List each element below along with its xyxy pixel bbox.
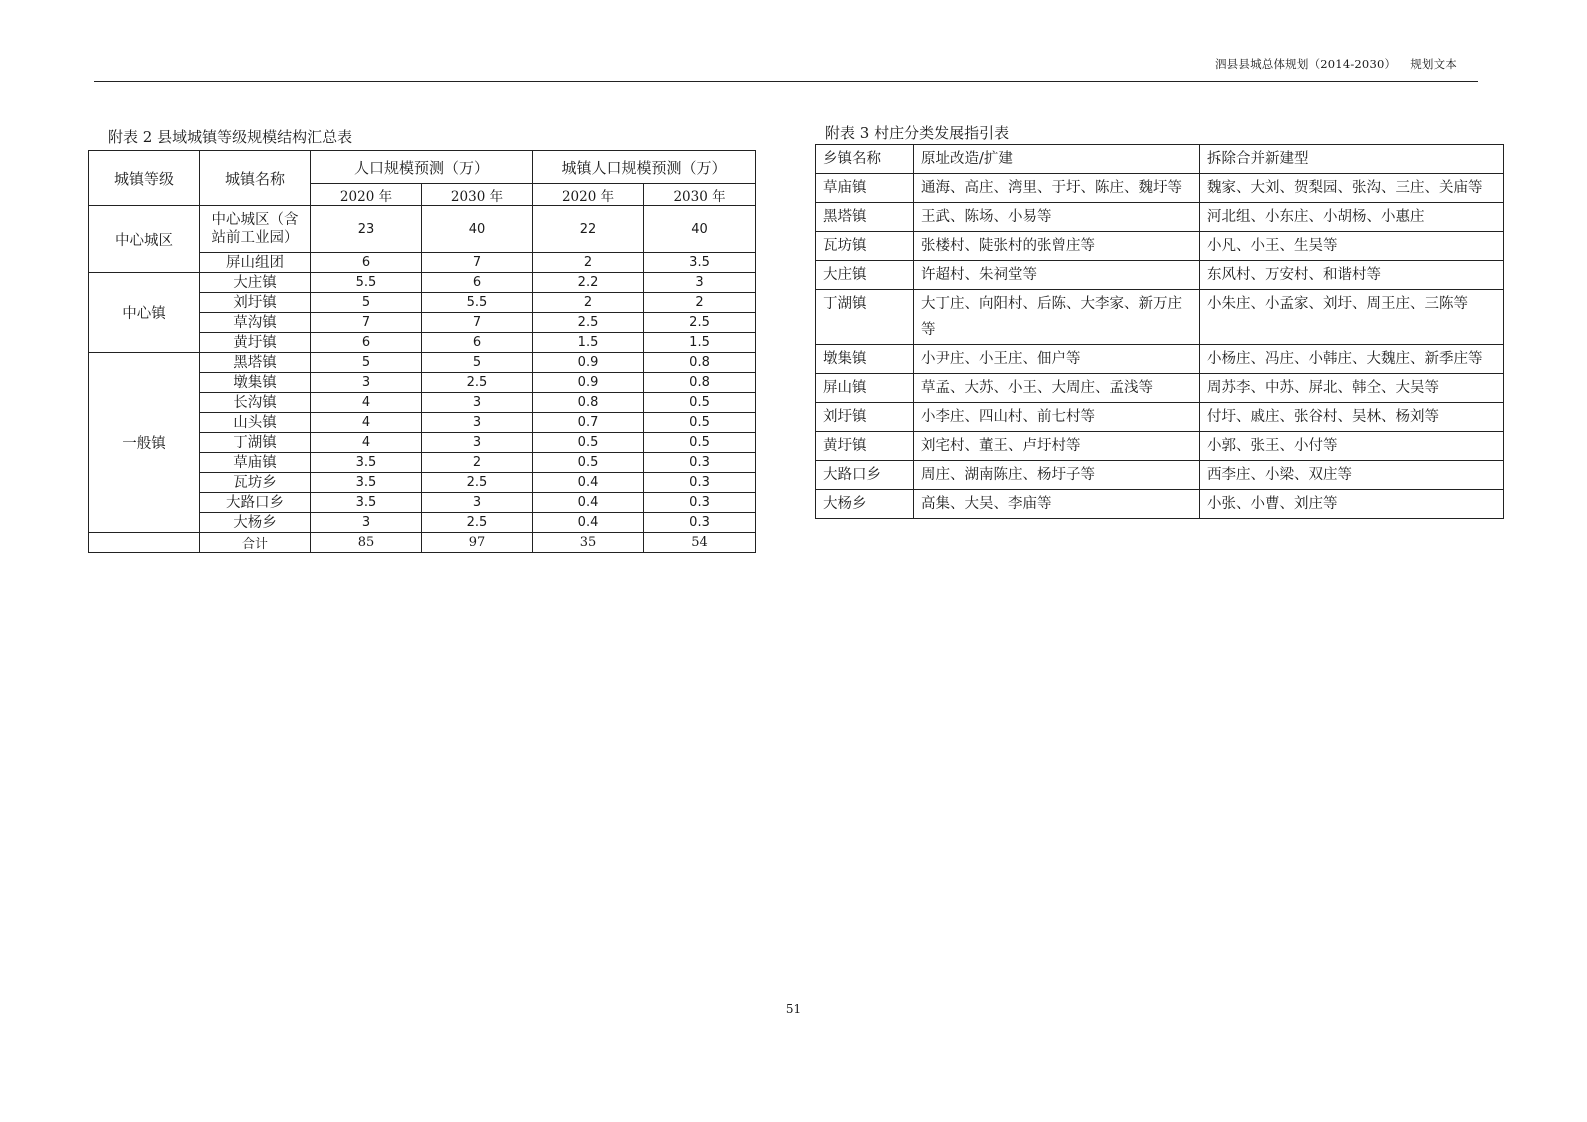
value-cell-urb2030: 0.3	[644, 453, 756, 473]
value-cell-urb2030: 40	[644, 206, 756, 253]
value-cell-urb2020: 0.4	[533, 513, 644, 533]
renovation-cell: 通海、高庄、湾里、于圩、陈庄、魏圩等	[914, 174, 1200, 203]
value-cell-pop2020: 4	[311, 393, 422, 413]
renovation-cell: 高集、大吴、李庙等	[914, 490, 1200, 519]
township-cell: 丁湖镇	[816, 290, 914, 345]
relocation-cell: 魏家、大刘、贺梨园、张沟、三庄、关庙等	[1200, 174, 1504, 203]
value-cell-urb2020: 22	[533, 206, 644, 253]
value-cell-pop2020: 23	[311, 206, 422, 253]
value-cell-pop2030: 7	[422, 313, 533, 333]
header-divider	[94, 81, 1478, 82]
town-name-cell: 黄圩镇	[200, 333, 311, 353]
township-cell: 屏山镇	[816, 374, 914, 403]
relocation-cell: 付圩、戚庄、张谷村、吴林、杨刘等	[1200, 403, 1504, 432]
table-row	[816, 374, 1504, 403]
document-type: 规划文本	[1410, 57, 1457, 71]
town-name-cell: 中心城区（含站前工业园）	[200, 206, 311, 253]
table-row	[816, 403, 1504, 432]
header-population: 人口规模预测（万）	[311, 151, 533, 184]
table-row	[816, 290, 1504, 345]
value-cell-urb2030: 0.5	[644, 433, 756, 453]
value-cell-pop2030: 5	[422, 353, 533, 373]
header-renovation: 原址改造/扩建	[914, 145, 1200, 174]
value-cell-urb2030: 1.5	[644, 333, 756, 353]
table-row	[816, 345, 1504, 374]
relocation-cell: 东风村、万安村、和谐村等	[1200, 261, 1504, 290]
renovation-cell: 许超村、朱祠堂等	[914, 261, 1200, 290]
value-cell-pop2030: 3	[422, 413, 533, 433]
town-name-cell: 大杨乡	[200, 513, 311, 533]
value-cell-urb2020: 2.2	[533, 273, 644, 293]
table2-title: 附表 2 县域城镇等级规模结构汇总表	[108, 128, 353, 146]
value-cell-urb2030: 3.5	[644, 253, 756, 273]
relocation-cell: 小凡、小王、生吴等	[1200, 232, 1504, 261]
town-name-cell: 山头镇	[200, 413, 311, 433]
value-cell-urb2020: 0.4	[533, 473, 644, 493]
total-label-cell: 合计	[200, 533, 311, 553]
total-value-pop2020: 85	[311, 533, 422, 553]
value-cell-pop2030: 40	[422, 206, 533, 253]
header-town-name: 城镇名称	[200, 151, 311, 206]
table-row	[816, 174, 1504, 203]
town-level-cell: 中心镇	[89, 273, 200, 353]
value-cell-urb2030: 0.8	[644, 373, 756, 393]
total-value-pop2030: 97	[422, 533, 533, 553]
total-row	[89, 533, 756, 553]
value-cell-pop2020: 3.5	[311, 453, 422, 473]
value-cell-urb2030: 0.3	[644, 493, 756, 513]
relocation-cell: 小杨庄、冯庄、小韩庄、大魏庄、新季庄等	[1200, 345, 1504, 374]
township-cell: 瓦坊镇	[816, 232, 914, 261]
town-name-cell: 长沟镇	[200, 393, 311, 413]
document-header	[1215, 56, 1457, 72]
relocation-cell: 小郭、张王、小付等	[1200, 432, 1504, 461]
renovation-cell: 刘宅村、董王、卢圩村等	[914, 432, 1200, 461]
value-cell-pop2020: 5.5	[311, 273, 422, 293]
table-row	[816, 432, 1504, 461]
renovation-cell: 王武、陈场、小易等	[914, 203, 1200, 232]
value-cell-pop2030: 6	[422, 333, 533, 353]
township-cell: 黄圩镇	[816, 432, 914, 461]
renovation-cell: 小尹庄、小王庄、佃户等	[914, 345, 1200, 374]
renovation-cell: 张楼村、陡张村的张曾庄等	[914, 232, 1200, 261]
value-cell-pop2020: 5	[311, 293, 422, 313]
table-row	[816, 232, 1504, 261]
table-row	[89, 353, 756, 373]
table-row	[816, 490, 1504, 519]
value-cell-urb2030: 0.3	[644, 513, 756, 533]
header-urban-2030: 2030 年	[644, 184, 756, 206]
header-level: 城镇等级	[89, 151, 200, 206]
value-cell-pop2020: 3	[311, 373, 422, 393]
town-name-cell: 刘圩镇	[200, 293, 311, 313]
value-cell-pop2020: 3	[311, 513, 422, 533]
town-level-cell: 一般镇	[89, 353, 200, 533]
value-cell-pop2030: 7	[422, 253, 533, 273]
value-cell-pop2030: 5.5	[422, 293, 533, 313]
value-cell-pop2020: 7	[311, 313, 422, 333]
town-name-cell: 草沟镇	[200, 313, 311, 333]
value-cell-urb2030: 2.5	[644, 313, 756, 333]
table-row	[89, 273, 756, 293]
town-name-cell: 屏山组团	[200, 253, 311, 273]
total-value-urb2020: 35	[533, 533, 644, 553]
header-pop-2020: 2020 年	[311, 184, 422, 206]
table-row	[816, 203, 1504, 232]
value-cell-urb2020: 2	[533, 293, 644, 313]
value-cell-urb2020: 0.9	[533, 353, 644, 373]
town-name-cell: 草庙镇	[200, 453, 311, 473]
value-cell-urb2020: 0.4	[533, 493, 644, 513]
relocation-cell: 周苏李、中苏、屏北、韩仝、大吴等	[1200, 374, 1504, 403]
value-cell-urb2030: 0.5	[644, 393, 756, 413]
town-name-cell: 瓦坊乡	[200, 473, 311, 493]
value-cell-urb2030: 0.8	[644, 353, 756, 373]
document-title: 泗县县城总体规划（2014-2030）	[1214, 57, 1397, 71]
value-cell-pop2020: 5	[311, 353, 422, 373]
value-cell-pop2020: 6	[311, 333, 422, 353]
table3-title: 附表 3 村庄分类发展指引表	[825, 124, 1010, 142]
renovation-cell: 小李庄、四山村、前七村等	[914, 403, 1200, 432]
header-urban-population: 城镇人口规模预测（万）	[533, 151, 756, 184]
township-cell: 草庙镇	[816, 174, 914, 203]
value-cell-urb2020: 0.9	[533, 373, 644, 393]
header-relocation: 拆除合并新建型	[1200, 145, 1504, 174]
relocation-cell: 河北组、小东庄、小胡杨、小惠庄	[1200, 203, 1504, 232]
value-cell-pop2020: 3.5	[311, 473, 422, 493]
township-cell: 黑塔镇	[816, 203, 914, 232]
value-cell-pop2030: 2.5	[422, 373, 533, 393]
township-cell: 大杨乡	[816, 490, 914, 519]
value-cell-pop2030: 6	[422, 273, 533, 293]
value-cell-pop2020: 4	[311, 413, 422, 433]
township-cell: 大路口乡	[816, 461, 914, 490]
value-cell-urb2030: 0.3	[644, 473, 756, 493]
header-urban-2020: 2020 年	[533, 184, 644, 206]
renovation-cell: 草孟、大苏、小王、大周庄、孟浅等	[914, 374, 1200, 403]
township-cell: 大庄镇	[816, 261, 914, 290]
town-name-cell: 大路口乡	[200, 493, 311, 513]
total-value-urb2030: 54	[644, 533, 756, 553]
value-cell-urb2020: 0.7	[533, 413, 644, 433]
town-name-cell: 丁湖镇	[200, 433, 311, 453]
town-name-cell: 墩集镇	[200, 373, 311, 393]
township-cell: 墩集镇	[816, 345, 914, 374]
value-cell-urb2020: 2	[533, 253, 644, 273]
town-level-cell: 中心城区	[89, 206, 200, 273]
town-scale-table	[88, 150, 756, 553]
relocation-cell: 小张、小曹、刘庄等	[1200, 490, 1504, 519]
value-cell-urb2020: 1.5	[533, 333, 644, 353]
value-cell-pop2020: 3.5	[311, 493, 422, 513]
table-row	[89, 206, 756, 253]
relocation-cell: 小朱庄、小孟家、刘圩、周王庄、三陈等	[1200, 290, 1504, 345]
value-cell-urb2030: 3	[644, 273, 756, 293]
table-row	[816, 461, 1504, 490]
value-cell-urb2020: 2.5	[533, 313, 644, 333]
value-cell-pop2020: 4	[311, 433, 422, 453]
village-guidance-table	[815, 144, 1504, 519]
town-name-cell: 黑塔镇	[200, 353, 311, 373]
township-cell: 刘圩镇	[816, 403, 914, 432]
table-row	[816, 261, 1504, 290]
relocation-cell: 西李庄、小梁、双庄等	[1200, 461, 1504, 490]
value-cell-pop2030: 2.5	[422, 513, 533, 533]
value-cell-urb2030: 0.5	[644, 413, 756, 433]
value-cell-pop2030: 3	[422, 493, 533, 513]
value-cell-urb2030: 2	[644, 293, 756, 313]
header-pop-2030: 2030 年	[422, 184, 533, 206]
renovation-cell: 周庄、湖南陈庄、杨圩子等	[914, 461, 1200, 490]
renovation-cell: 大丁庄、向阳村、后陈、大李家、新万庄等	[914, 290, 1200, 345]
value-cell-urb2020: 0.8	[533, 393, 644, 413]
total-level-cell	[89, 533, 200, 553]
value-cell-pop2030: 3	[422, 433, 533, 453]
value-cell-pop2030: 3	[422, 393, 533, 413]
value-cell-pop2020: 6	[311, 253, 422, 273]
value-cell-urb2020: 0.5	[533, 433, 644, 453]
town-name-cell: 大庄镇	[200, 273, 311, 293]
value-cell-urb2020: 0.5	[533, 453, 644, 473]
page-number: 51	[785, 1002, 802, 1016]
value-cell-pop2030: 2.5	[422, 473, 533, 493]
header-township: 乡镇名称	[816, 145, 914, 174]
value-cell-pop2030: 2	[422, 453, 533, 473]
